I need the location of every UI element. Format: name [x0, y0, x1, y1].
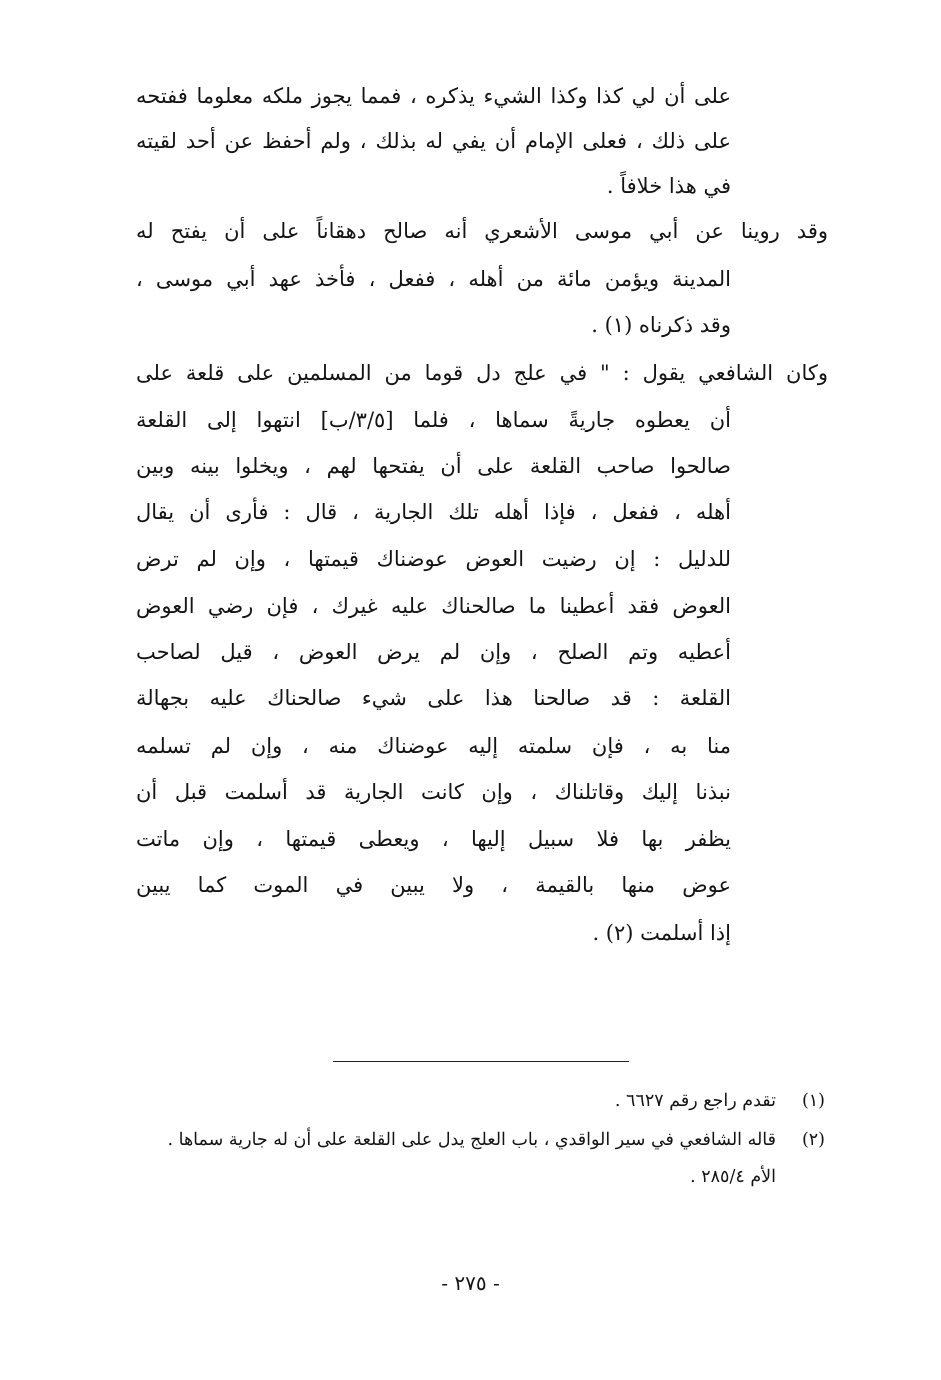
text-line: عوض منها بالقيمة ، ولا يبين في الموت كما يبين	[136, 873, 731, 897]
text-line: إذا أسلمت (٢) .	[592, 921, 731, 945]
footnote-separator	[333, 1061, 629, 1062]
text-line: وكان الشافعي يقول : " في علج دل قوما من المسلمين على قلعة على	[136, 361, 828, 385]
footnote-text: تقدم راجع رقم ٦٦٢٧ .	[614, 1091, 776, 1111]
text-line: وقد ذكرناه (١) .	[591, 313, 731, 337]
footnote-text: الأم ٢٨٥/٤ .	[690, 1167, 776, 1187]
text-line: وقد روينا عن أبي موسى الأشعري أنه صالح دهقاناً على أن يفتح له	[136, 219, 828, 243]
text-line: العوض فقد أعطينا ما صالحناك عليه غيرك ، فإن رضي العوض	[136, 594, 731, 618]
text-line: على ذلك ، فعلى الإمام أن يفي له بذلك ، ولم أحفظ عن أحد لقيته	[136, 129, 731, 153]
text-line: يظفر بها فلا سبيل إليها ، ويعطى قيمتها ، وإن ماتت	[136, 827, 731, 851]
text-line: منا به ، فإن سلمته إليه عوضناك منه ، وإن لم تسلمه	[136, 734, 731, 758]
text-line: نبذنا إليك وقاتلناك ، وإن كانت الجارية قد أسلمت قبل أن	[136, 780, 731, 804]
text-line: المدينة ويؤمن مائة من أهله ، ففعل ، فأخذ عهد أبي موسى ،	[136, 267, 731, 291]
page-number: - ٢٧٥ -	[441, 1271, 500, 1295]
text-line: أعطيه وتم الصلح ، وإن لم يرض العوض ، قيل لصاحب	[136, 640, 731, 664]
text-line: أهله ، ففعل ، فإذا أهله تلك الجارية ، قال : فأرى أن يقال	[136, 500, 731, 524]
footnote-number: (١)	[801, 1091, 825, 1111]
text-line: القلعة : قد صالحنا هذا على شيء صالحناك عليه بجهالة	[136, 686, 731, 710]
text-line: صالحوا صاحب القلعة على أن يفتحها لهم ، ويخلوا بينه وبين	[136, 454, 731, 478]
text-line: على أن لي كذا وكذا الشيء يذكره ، فمما يجوز ملكه معلوما ففتحه	[136, 84, 731, 108]
text-line: في هذا خلافاً .	[606, 174, 731, 198]
footnote-text: قاله الشافعي في سير الواقدي ، باب العلج يدل على القلعة على أن له جارية سماها .	[167, 1130, 776, 1150]
text-line: أن يعطوه جاريةً سماها ، فلما [٣/٥/ب] انتهوا إلى القلعة	[136, 408, 731, 432]
text-line: للدليل : إن رضيت العوض عوضناك قيمتها ، وإن لم ترض	[136, 547, 731, 571]
footnote-number: (٢)	[801, 1130, 825, 1150]
